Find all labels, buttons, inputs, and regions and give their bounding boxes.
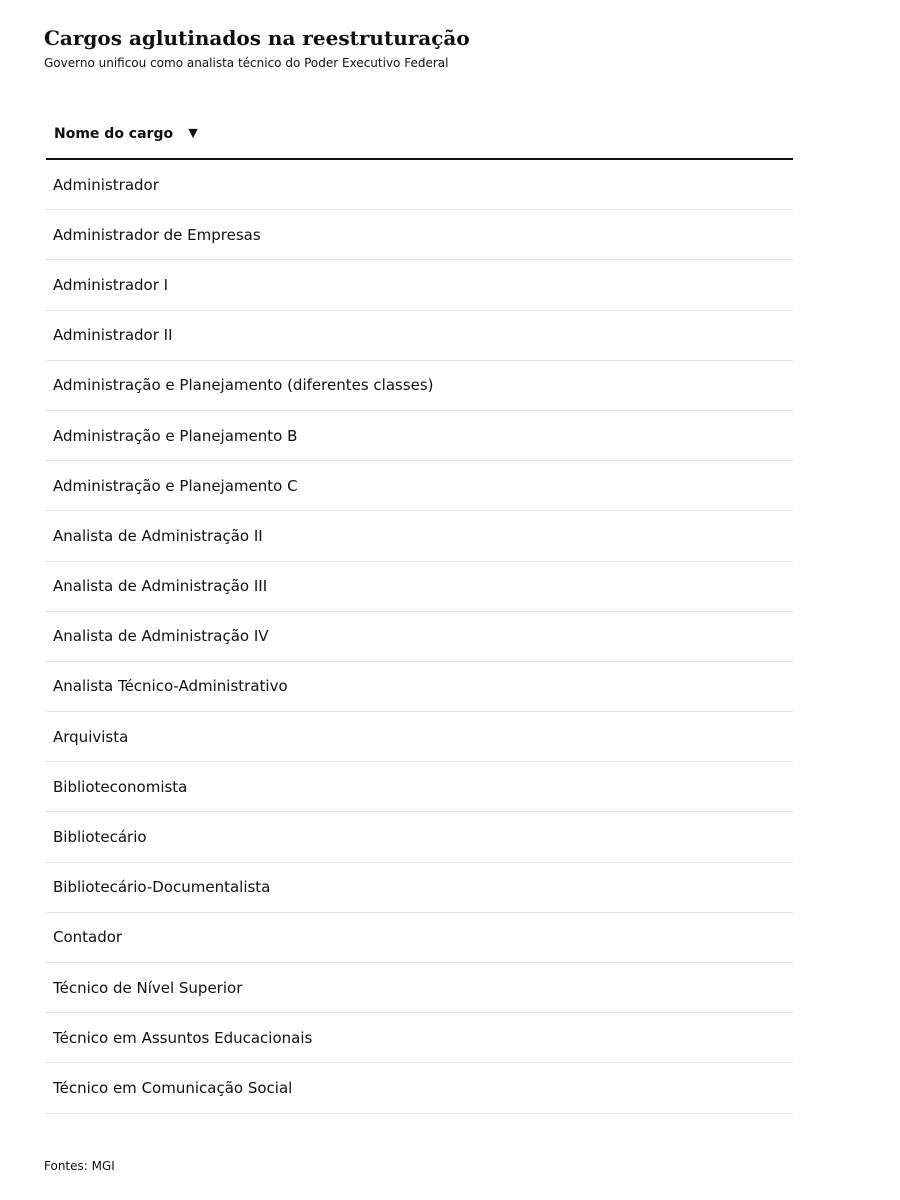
- table-row: [46, 662, 793, 712]
- table-row: [46, 361, 793, 411]
- table-cell: Administrador II: [53, 326, 173, 345]
- table-row: [46, 812, 793, 862]
- sort-descending-icon[interactable]: ▼: [185, 125, 201, 142]
- table-row: [46, 411, 793, 461]
- table-cell: Arquivista: [53, 727, 129, 746]
- table-row: [46, 160, 793, 210]
- table-row: [46, 511, 793, 561]
- table-row: [46, 260, 793, 310]
- table-cell: Administração e Planejamento (diferentes classes): [53, 376, 434, 395]
- table-row: [46, 210, 793, 260]
- table-row: [46, 461, 793, 511]
- source-note: Fontes: MGI: [44, 1159, 115, 1173]
- positions-table: [46, 110, 793, 1114]
- table-cell: Bibliotecário-Documentalista: [53, 878, 271, 897]
- page-title: Cargos aglutinados na reestruturação: [44, 26, 470, 50]
- table-row: [46, 712, 793, 762]
- table-cell: Administração e Planejamento C: [53, 476, 298, 495]
- table-row: [46, 311, 793, 361]
- table-cell: Bibliotecário: [53, 828, 147, 847]
- table-cell: Técnico em Assuntos Educacionais: [53, 1028, 313, 1047]
- table-row: [46, 913, 793, 963]
- column-header-nome-do-cargo[interactable]: [46, 110, 793, 160]
- table-row: [46, 963, 793, 1013]
- table-cell: Administração e Planejamento B: [53, 426, 298, 445]
- table-cell: Contador: [53, 928, 123, 947]
- table-cell: Técnico de Nível Superior: [53, 978, 243, 997]
- table-cell: Analista Técnico-Administrativo: [53, 677, 288, 696]
- table-row: [46, 562, 793, 612]
- table-row: [46, 1013, 793, 1063]
- table-cell: Administrador: [53, 175, 159, 194]
- table-cell: Analista de Administração IV: [53, 627, 269, 646]
- table-cell: Administrador de Empresas: [53, 225, 261, 244]
- table-body: [46, 160, 793, 1114]
- table-cell: Analista de Administração III: [53, 577, 268, 596]
- table-row: [46, 762, 793, 812]
- table-row: [46, 863, 793, 913]
- table-cell: Analista de Administração II: [53, 526, 263, 545]
- table-cell: Administrador I: [53, 275, 169, 294]
- table-row: [46, 612, 793, 662]
- chart-header: [44, 26, 796, 71]
- table-row: [46, 1063, 793, 1113]
- page-subtitle: Governo unificou como analista técnico do Poder Executivo Federal: [44, 56, 449, 70]
- column-header-label: Nome do cargo: [54, 126, 174, 142]
- table-cell: Biblioteconomista: [53, 777, 188, 796]
- table-cell: Técnico em Comunicação Social: [53, 1078, 293, 1097]
